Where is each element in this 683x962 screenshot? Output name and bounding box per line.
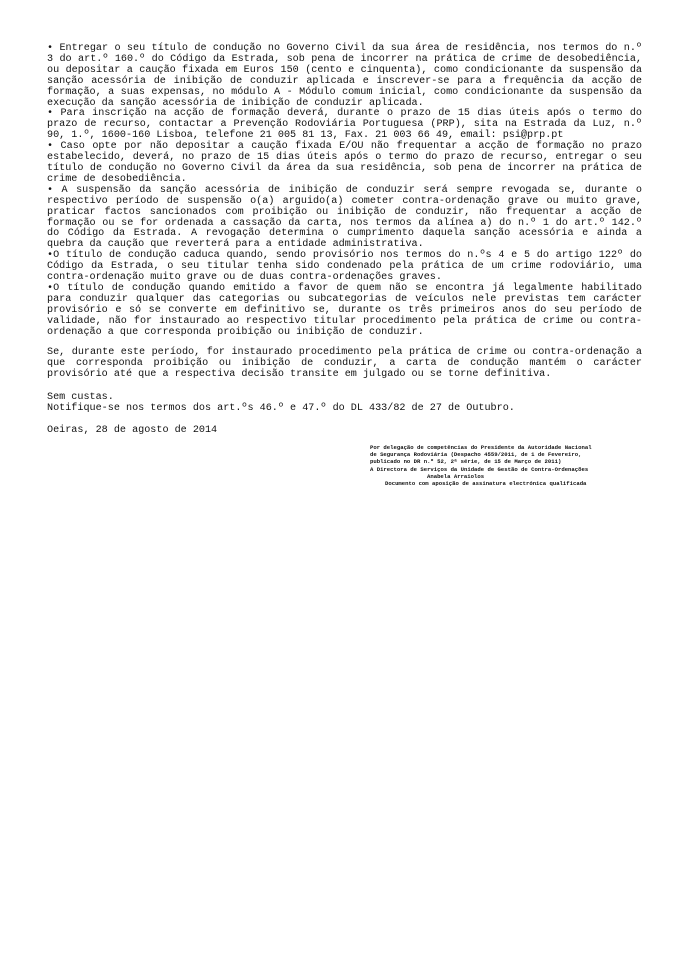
bullet-text: Entregar o seu título de condução no Governo Civil da sua área de residência, nos termos do n.º 3 do art.º 160.º do Código da Estrada, sob pena de incorrer na prática de crime de desobediência, ou depositar a caução fixada em Euros 150 (cento e cinquenta), como condicionante da suspensão da sanção acessória de inibição de conduzir aplicada e inscrever-se para a frequência da acção de formação, a suas expensas, no módulo A - Módulo comum inicial, como condicionante da suspensão da execução da sanção acessória de inibição de conduzir aplicada.	[47, 43, 642, 109]
costs-line: Sem custas.	[47, 392, 114, 404]
signature-line: A Directora de Serviços da Unidade de Gestão de Contra-Ordenações	[370, 465, 589, 473]
document-body	[47, 44, 642, 437]
signature-line: Por delegação de competências do Presidente da Autoridade Nacional	[370, 444, 592, 451]
bullet-marker: •	[47, 184, 54, 196]
bullet-text: A suspensão da sanção acessória de inibição de conduzir será sempre revogada se, durante o respectivo período de suspensão o(a) arguido(a) cometer contra-ordenação grave ou muito grave, praticar factos sancionados com proibição ou inibição de conduzir, não frequentar a acção de formação ou se for ordenada a cassação da carta, nos termos da alínea a) do n.º 1 do art.º 142.º do Código da Estrada. A revogação determina o cumprimento daquela sanção acessória e ainda a quebra da caução que reverterá para a entidade administrativa.	[47, 184, 642, 251]
spacer	[47, 381, 642, 393]
signatory-name: Anabela Arraiolos	[427, 472, 485, 480]
bullet-marker: •	[47, 250, 54, 262]
bullet-provisional-licence	[47, 284, 642, 339]
electronic-signature-note: Documento com aposição de assinatura electrónica qualificada	[385, 480, 587, 488]
bullet-marker: •	[47, 141, 54, 153]
place-date: Oeiras, 28 de agosto de 2014	[47, 425, 218, 436]
bullet-marker: •	[47, 108, 54, 120]
notify-line: Notifique-se nos termos dos art.ºs 46.º e 47.º do DL 433/82 de 27 de Outubro.	[47, 403, 515, 415]
signature-line: de Segurança Rodoviária (Despacho 4559/2011, de 1 de Fevereiro,	[370, 451, 582, 459]
bullet-text: Caso opte por não depositar a caução fixada E/OU não frequentar a acção de formação no prazo estabelecido, deverá, no prazo de 15 dias úteis após o termo do prazo de recurso, entregar o seu título de condução no Governo Civil da área da sua residência, sob pena de incorrer na prática de crime de desobediência.	[47, 141, 642, 185]
provisional-paragraph: Se, durante este período, for instaurado procedimento pela prática de crime ou contra-ordenação a que corresponda proibição ou inibição de conduzir, a carta de condução mantém o carácter provisório até que a respectiva decisão transite em julgado ou se torne definitiva.	[47, 347, 642, 381]
bullet-marker: •	[47, 282, 54, 294]
signature-block	[370, 444, 670, 487]
bullet-text: O título de condução caduca quando, sendo provisório nos termos do n.ºs 4 e 5 do artigo 122º do Código da Estrada, o seu titular tenha sido condenado pela prática de um crime rodoviário, uma contra-ordenação muito grave ou de duas contra-ordenações graves.	[47, 250, 642, 284]
bullet-marker: •	[47, 43, 54, 54]
signature-line: publicado no DR n.º 52, 2ª série, de 15 de Março de 2011)	[370, 458, 562, 466]
bullet-no-deposit	[47, 142, 642, 186]
bullet-caution-deposit	[47, 44, 642, 109]
bullet-text: O título de condução quando emitido a favor de quem não se encontra já legalmente habilitado para conduzir qualquer das categorias ou subcategorias de veículos nele previstas tem carácter provisório e só se converte em definitivo se, durante os três primeiros anos do seu período de validade, não for instaurado ao respectivo titular procedimento pela prática de crime ou contra-ordenação a que corresponda proibição ou inibição de conduzir.	[47, 282, 642, 338]
bullet-revocation	[47, 186, 642, 251]
bullet-expiry	[47, 251, 642, 284]
bullet-training-registration	[47, 109, 642, 142]
bullet-text: Para inscrição na acção de formação deverá, durante o prazo de 15 dias úteis após o termo do prazo de recurso, contactar a Prevenção Rodoviária Portuguesa (PRP), sita na Estrada da Luz, n.º 90, 1.º, 1600-160 Lisboa, telefone 21 005 81 13, Fax. 21 003 66 49, email: psi@prp.pt	[47, 108, 642, 142]
